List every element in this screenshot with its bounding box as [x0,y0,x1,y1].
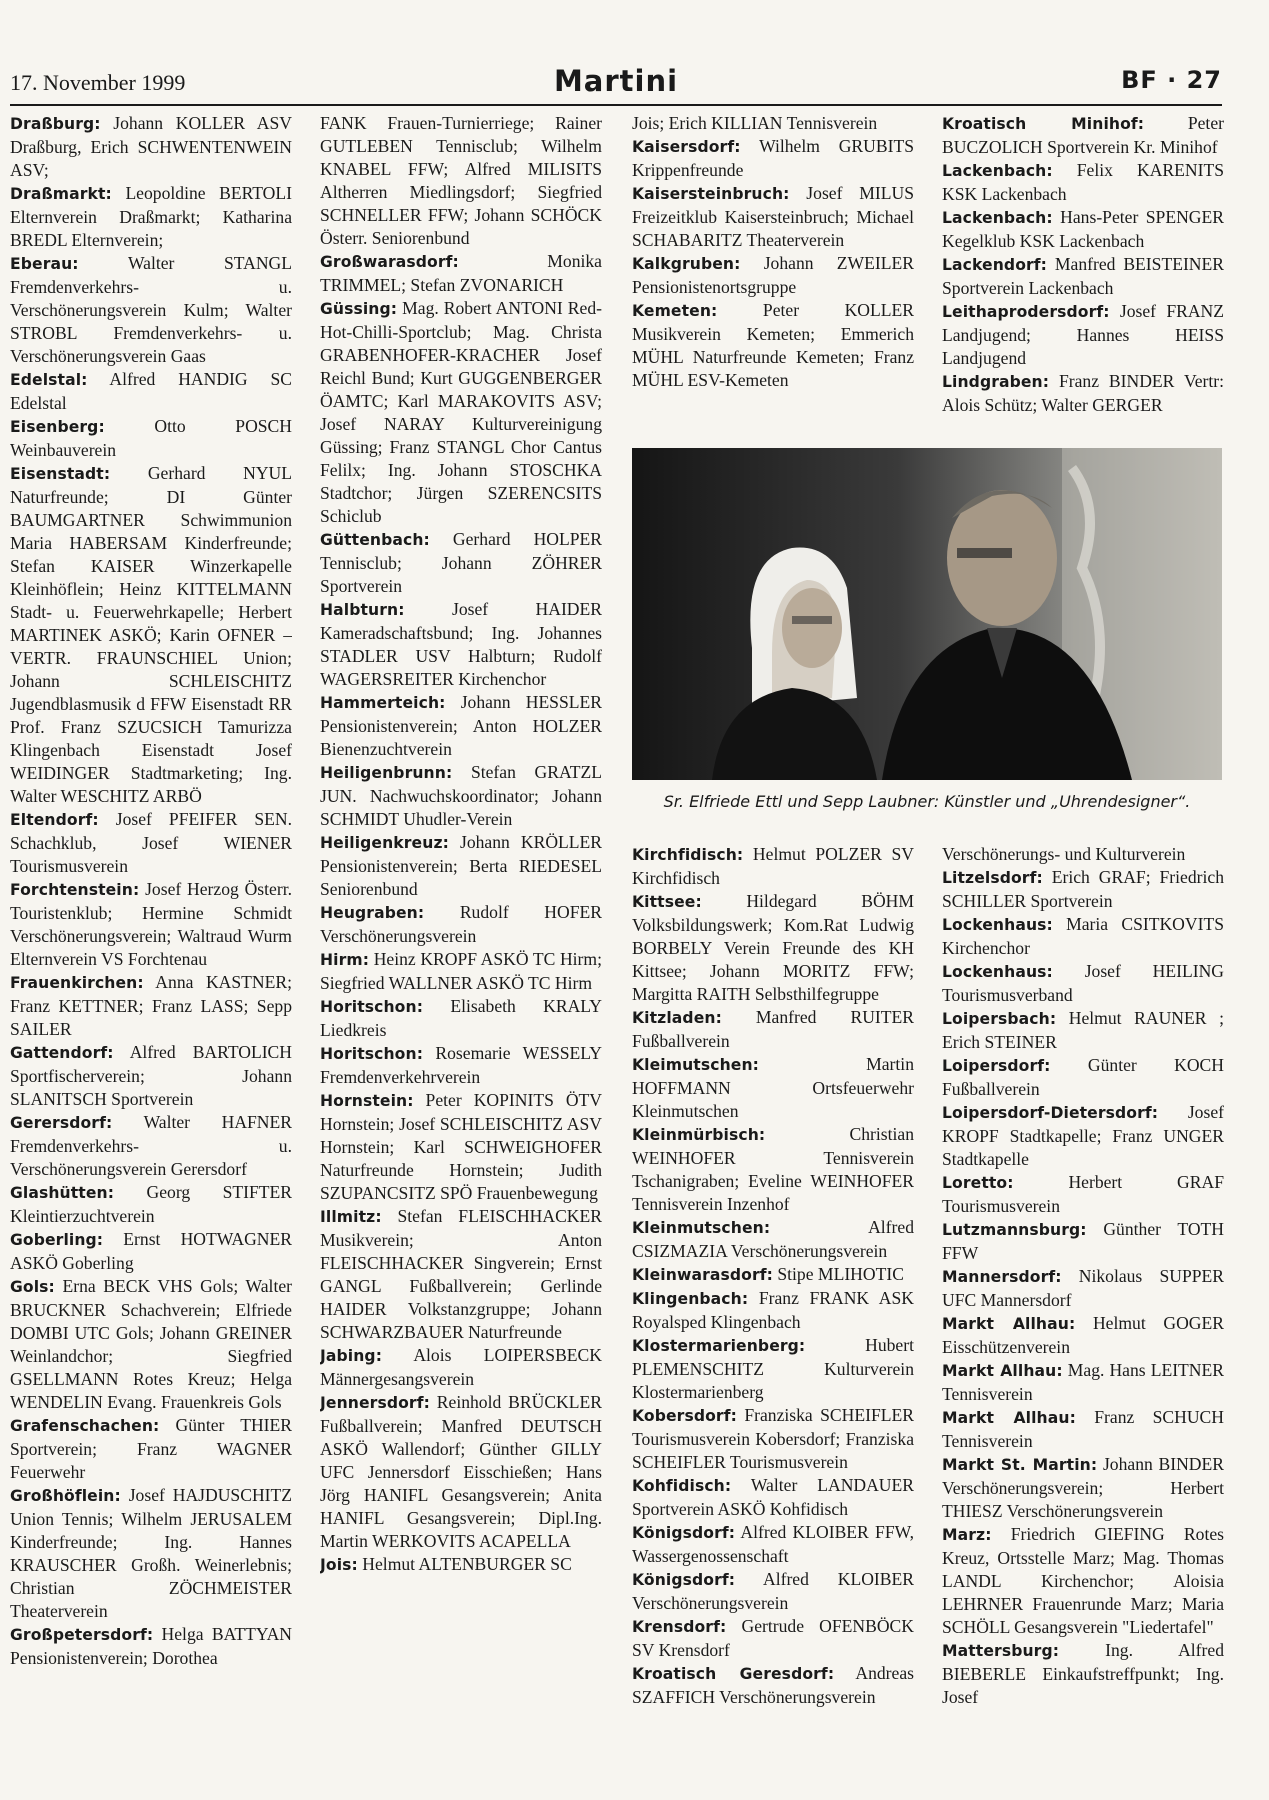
listing-entry [632,1263,914,1287]
listing-entry [942,206,1224,253]
place-name: Großpetersdorf: [10,1626,154,1644]
honoree-list: FANK Frauen-Turnierriege; Rainer GUTLEBEN Tennisclub; Wilhelm KNABEL FFW; Alfred MILISITS Altherren Miedlingsdorf; Siegfried SCHNELLER FFW; Johann SCHÖCK Österr. Seniorenbund [320,113,602,248]
honoree-list: Verschönerungs- und Kulturverein [942,844,1186,864]
place-name: Heugraben: [320,904,425,922]
honoree-list: Alfred HANDIG SC Edelstal [10,369,292,413]
listing-entry [632,1334,914,1404]
listing-entry [10,112,292,182]
place-name: Kirchfidisch: [632,846,744,864]
honoree-list: Manfred RUITER Fußballverein [632,1007,914,1051]
honoree-list: Heinz KROPF ASKÖ TC Hirm; Siegfried WALLNER ASKÖ TC Hirm [320,949,602,993]
place-name: Illmitz: [320,1208,382,1226]
honoree-list: Felix KARENITS KSK Lackenbach [942,160,1224,204]
place-name: Heiligenbrunn: [320,764,453,782]
honoree-list: Josef Herzog Österr. Touristenklub; Hermine Schmidt Verschönerungsverein; Waltraud Wurm Elternverein VS Forchtenau [10,879,292,969]
honoree-list: Andreas SZAFFICH Verschönerungsverein [632,1663,914,1707]
place-name: Markt Allhau: [942,1409,1076,1427]
honoree-list: Mag. Hans LEITNER Tennisverein [942,1360,1224,1404]
listing-entry [10,808,292,878]
place-name: Kemeten: [632,302,718,320]
listing-entry [10,462,292,808]
listing-entry [942,253,1224,300]
listing-entry [10,878,292,971]
place-name: Güssing: [320,300,398,318]
honoree-list: Elisabeth KRALY Liedkreis [320,996,602,1040]
place-name: Lackenbach: [942,209,1053,227]
honoree-list: Franz BINDER Vertr: Alois Schütz; Walter GERGER [942,371,1224,415]
honoree-list: Hubert PLEMENSCHITZ Kulturverein Klostermarienberg [632,1335,914,1402]
place-name: Loipersdorf-Dietersdorf: [942,1104,1159,1122]
listing-entry [942,1523,1224,1639]
place-name: Jennersdorf: [320,1394,430,1412]
place-name: Loipersdorf: [942,1057,1051,1075]
listing-entry [632,1053,914,1123]
place-name: Frauenkirchen: [10,974,144,992]
listing-entry [942,1312,1224,1359]
honoree-list: Stipe MLIHOTIC [772,1264,904,1284]
honoree-list: Josef HAJDUSCHITZ Union Tennis; Wilhelm JERUSALEM Kinderfreunde; Ing. Hannes KRAUSCHER Großh. Weinerlebnis; Christian ZÖCHMEISTER Theaterverein [10,1485,292,1621]
listing-entry [632,1521,914,1568]
place-name: Gerersdorf: [10,1114,113,1132]
listing-entry [320,112,602,250]
place-name: Kalkgruben: [632,255,741,273]
place-name: Kitzladen: [632,1009,722,1027]
place-name: Mannersdorf: [942,1268,1062,1286]
listing-entry [10,1623,292,1670]
place-name: Kobersdorf: [632,1407,737,1425]
honoree-list: Leopoldine BERTOLI Elternverein Draßmarkt; Katharina BREDL Elternverein; [10,183,292,250]
listing-entry [320,528,602,598]
place-name: Lockenhaus: [942,916,1053,934]
place-name: Gols: [10,1278,55,1296]
place-name: Großwarasdorf: [320,253,459,271]
listing-entry [320,1553,602,1577]
place-name: Halbturn: [320,601,405,619]
place-name: Kohfidisch: [632,1477,732,1495]
honoree-list: Rosemarie WESSELY Fremdenverkehrverein [320,1043,602,1087]
listing-entry [10,1041,292,1111]
listing-entry [942,1359,1224,1406]
honoree-list: Alfred KLOIBER FFW, Wassergenossenschaft [632,1522,914,1566]
honoree-list: Franz SCHUCH Tennisverein [942,1407,1224,1451]
listing-entry [632,1615,914,1662]
column-2 [320,112,602,1752]
place-name: Eberau: [10,255,79,273]
listing-entry [10,415,292,462]
listing-entry [320,250,602,297]
honoree-list: Johann KOLLER ASV Draßburg, Erich SCHWENTENWEIN ASV; [10,113,292,180]
honoree-list: Hans-Peter SPENGER Kegelklub KSK Lackenbach [942,207,1224,251]
honoree-list: Walter LANDAUER Sportverein ASKÖ Kohfidisch [632,1475,914,1519]
honoree-list: Herbert GRAF Tourismusverein [942,1172,1224,1216]
place-name: Hornstein: [320,1092,414,1110]
listing-entry [632,843,914,890]
place-name: Kleimutschen: [632,1056,759,1074]
place-name: Markt Allhau: [942,1362,1063,1380]
honoree-list: Erna BECK VHS Gols; Walter BRUCKNER Schachverein; Elfriede DOMBI UTC Gols; Johann GREINER Weinlandchor; Siegfried GSELLMANN Rotes Kreuz; Helga WENDELIN Evang. Frauenkreis Gols [10,1276,292,1412]
listing-entry [942,960,1224,1007]
place-name: Leithaprodersdorf: [942,303,1110,321]
honoree-list: Stefan FLEISCHHACKER Musikverein; Anton FLEISCHHACKER Singverein; Ernst GANGL Fußballverein; Gerlinde HAIDER Volkstanzgruppe; Johann SCHWARZBAUER Naturfreunde [320,1206,602,1342]
listing-entry [632,1568,914,1615]
place-name: Edelstal: [10,371,88,389]
listing-entry [942,1453,1224,1523]
place-name: Güttenbach: [320,531,430,549]
honoree-list: Josef PFEIFER SEN. Schachklub, Josef WIENER Tourismusverein [10,809,292,876]
honoree-list: Peter KOLLER Musikverein Kemeten; Emmerich MÜHL Naturfreunde Kemeten; Franz MÜHL ESV-Kemeten [632,300,914,390]
honoree-list: Manfred BEISTEINER Sportverein Lackenbach [942,254,1224,298]
listing-entry [320,948,602,995]
honoree-list: Friedrich GIEFING Rotes Kreuz, Ortsstelle Marz; Mag. Thomas LANDL Kirchenchor; Aloisia LEHRNER Frauenrunde Marz; Maria SCHÖLL Gesangsverein "Liedertafel" [942,1524,1224,1637]
page-number: BF · 27 [1121,66,1222,94]
place-name: Kittsee: [632,893,702,911]
honoree-list: Josef MILUS Freizeitklub Kaisersteinbruch; Michael SCHABARITZ Theaterverein [632,183,914,250]
listing-entry [942,1639,1224,1709]
listing-entry [10,1228,292,1275]
listing-entry [10,182,292,252]
honoree-list: Ing. Alfred BIEBERLE Einkaufstreffpunkt; Ing. Josef [942,1640,1224,1707]
place-name: Lockenhaus: [942,963,1053,981]
listing-entry [10,1181,292,1228]
newspaper-page [10,0,1222,1800]
place-name: Lutzmannsburg: [942,1221,1087,1239]
column-4-top [942,112,1224,432]
honoree-list: Otto POSCH Weinbauverein [10,416,292,460]
listing-entry [10,1484,292,1623]
place-name: Goberling: [10,1231,104,1249]
honoree-list: Alfred BARTOLICH Sportfischerverein; Johann SLANITSCH Sportverein [10,1042,292,1109]
place-name: Lackendorf: [942,256,1048,274]
honoree-list: Erich GRAF; Friedrich SCHILLER Sportverein [942,867,1224,911]
honoree-list: Günter THIER Sportverein; Franz WAGNER Feuerwehr [10,1415,292,1482]
honoree-list: Rudolf HOFER Verschönerungsverein [320,902,602,946]
place-name: Kleinmutschen: [632,1219,771,1237]
honoree-list: Gerhard HOLPER Tennisclub; Johann ZÖHRER Sportverein [320,529,602,596]
honoree-list: Christian WEINHOFER Tennisverein Tschanigraben; Eveline WEINHOFER Tennisverein Inzenhof [632,1124,914,1214]
honoree-list: Franziska SCHEIFLER Tourismusverein Kobersdorf; Franziska SCHEIFLER Tourismusverein [632,1405,914,1472]
honoree-list: Mag. Robert ANTONI Red-Hot-Chilli-Sportclub; Mag. Christa GRABENHOFER-KRACHER Josef Reichl Bund; Kurt GUGGENBERGER ÖAMTC; Karl MARAKOVITS ASV; Josef NARAY Kulturvereinigung Güssing; Franz STANGL Chor Cantus Felilx; Ing. Johann STOSCHKA Stadtchor; Jürgen SZERENCSITS Schiclub [320,298,602,526]
listing-entry [10,1275,292,1414]
listing-entry [10,1111,292,1181]
place-name: Draßburg: [10,115,101,133]
honoree-list: Stefan GRATZL JUN. Nachwuchskoordinator; Johann SCHMIDT Uhudler-Verein [320,762,602,829]
place-name: Hirm: [320,951,370,969]
column-3-top [632,112,914,432]
listing-entry [632,1404,914,1474]
honoree-list: Günther TOTH FFW [942,1219,1224,1263]
place-name: Marz: [942,1526,992,1544]
place-name: Jois: [320,1556,358,1574]
place-name: Grafenschachen: [10,1417,160,1435]
place-name: Krensdorf: [632,1618,727,1636]
place-name: Draßmarkt: [10,185,112,203]
listing-entry [942,159,1224,206]
listing-entry [320,1089,602,1205]
place-name: Lackenbach: [942,162,1053,180]
listing-entry [320,598,602,691]
listing-entry [942,1265,1224,1312]
listing-entry [942,1406,1224,1453]
honoree-list: Helmut GOGER Eisschützenverein [942,1313,1224,1357]
place-name: Forchtenstein: [10,881,140,899]
honoree-list: Gerhard NYUL Naturfreunde; DI Günter BAUMGARTNER Schwimmunion Maria HABERSAM Kinderfreunde; Stefan KAISER Winzerkapelle Kleinhöflein; Heinz KITTELMANN Stadt- u. Feuerwehrkapelle; Herbert MARTINEK ASKÖ; Karin OFNER – VERTR. FRAUNSCHIEL Union; Johann SCHLEISCHITZ Jugendblasmusik d FFW Eisenstadt RR Prof. Franz SZUCSICH Tamurizza Klingenbach Eisenstadt Josef WEIDINGER Stadtmarketing; Ing. Walter WESCHITZ ARBÖ [10,463,292,806]
place-name: Markt Allhau: [942,1315,1076,1333]
listing-entry [320,995,602,1042]
honoree-list: Franz FRANK ASK Royalsped Klingenbach [632,1288,914,1332]
honoree-list: Josef KROPF Stadtkapelle; Franz UNGER Stadtkapelle [942,1102,1224,1169]
place-name: Loipersbach: [942,1010,1057,1028]
honoree-list: Martin HOFFMANN Ortsfeuerwehr Kleinmutschen [632,1054,914,1121]
listing-entry [632,1662,914,1709]
place-name: Horitschon: [320,998,424,1016]
place-name: Königsdorf: [632,1571,736,1589]
place-name: Klostermarienberg: [632,1337,806,1355]
listing-entry [320,691,602,761]
honoree-list: Johann KRÖLLER Pensionistenverein; Berta RIEDESEL Seniorenbund [320,832,602,899]
place-name: Kroatisch Geresdorf: [632,1665,835,1683]
column-3-bottom [632,843,914,1743]
listing-entry [10,368,292,415]
place-name: Kroatisch Minihof: [942,115,1145,133]
listing-entry [632,1474,914,1521]
photo-image [632,448,1222,780]
honoree-list: Josef HAIDER Kameradschaftsbund; Ing. Johannes STADLER USV Halbturn; Rudolf WAGERSREITER Kirchenchor [320,599,602,689]
honoree-list: Nikolaus SUPPER UFC Mannersdorf [942,1266,1224,1310]
listing-entry [942,866,1224,913]
listing-entry [942,1218,1224,1265]
honoree-list: Georg STIFTER Kleintierzuchtverein [10,1182,292,1226]
place-name: Großhöflein: [10,1487,121,1505]
place-name: Litzelsdorf: [942,869,1043,887]
place-name: Markt St. Martin: [942,1456,1098,1474]
place-name: Heiligenkreuz: [320,834,449,852]
place-name: Gattendorf: [10,1044,114,1062]
place-name: Eisenstadt: [10,465,111,483]
honoree-list: Helmut RAUNER ; Erich STEINER [942,1008,1224,1052]
issue-date: 17. November 1999 [10,70,186,95]
place-name: Kleinmürbisch: [632,1126,766,1144]
listing-entry [942,1101,1224,1171]
honoree-list: Johann ZWEILER Pensionistenortsgruppe [632,253,914,297]
honoree-list: Monika TRIMMEL; Stefan ZVONARICH [320,251,602,295]
place-name: Klingenbach: [632,1290,749,1308]
honoree-list: Helga BATTYAN Pensionistenverein; Dorothea [10,1624,292,1668]
section-title: Martini [553,64,679,98]
listing-entry [632,299,914,392]
honoree-list: Peter BUCZOLICH Sportverein Kr. Minihof [942,113,1224,157]
honoree-list: Ernst HOTWAGNER ASKÖ Goberling [10,1229,292,1273]
place-name: Jabing: [320,1347,383,1365]
honoree-list: Alfred CSIZMAZIA Verschönerungsverein [632,1217,914,1261]
honoree-list: Josef HEILING Tourismusverband [942,961,1224,1005]
listing-entry [320,1205,602,1344]
honoree-list: Anna KASTNER; Franz KETTNER; Franz LASS; Sepp SAILER [10,972,292,1039]
listing-entry [632,1287,914,1334]
listing-entry [632,182,914,252]
place-name: Mattersburg: [942,1642,1060,1660]
listing-entry [320,1344,602,1391]
listing-entry [632,252,914,299]
listing-entry [632,1006,914,1053]
listing-entry [942,1171,1224,1218]
listing-entry [942,1007,1224,1054]
honoree-list: Johann BINDER Verschönerungsverein; Herbert THIESZ Verschönerungsverein [942,1454,1224,1521]
listing-entry [942,913,1224,960]
honoree-list: Helmut ALTENBURGER SC [357,1554,572,1574]
honoree-list: Jois; Erich KILLIAN Tennisverein [632,113,878,133]
honoree-list: Alois LOIPERSBECK Männergesangsverein [320,1345,602,1389]
listing-entry [942,843,1224,866]
column-1 [10,112,292,1752]
listing-entry [10,971,292,1041]
honoree-list: Johann HESSLER Pensionistenverein; Anton HOLZER Bienenzuchtverein [320,692,602,759]
honoree-list: Gertrude OFENBÖCK SV Krensdorf [632,1616,914,1660]
listing-entry [320,297,602,528]
honoree-list: Josef FRANZ Landjugend; Hannes HEISS Landjugend [942,301,1224,368]
honoree-list: Günter KOCH Fußballverein [942,1055,1224,1099]
honoree-list: Reinhold BRÜCKLER Fußballverein; Manfred DEUTSCH ASKÖ Wallendorf; Günther GILLY UFC Jennersdorf Eisschießen; Hans Jörg HANIFL Gesangsverein; Anita HANIFL Gesangsverein; Dipl.Ing. Martin WERKOVITS ACAPELLA [320,1392,602,1551]
listing-entry [632,1216,914,1263]
listing-entry [632,112,914,135]
honoree-list: Walter HAFNER Fremdenverkehrs- u. Verschönerungsverein Gerersdorf [10,1112,292,1179]
honoree-list: Hildegard BÖHM Volksbildungswerk; Kom.Rat Ludwig BORBELY Verein Freunde des KH Kittsee; Johann MORITZ FFW; Margitta RAITH Selbsthilfegruppe [632,891,914,1004]
photo-caption: Sr. Elfriede Ettl und Sepp Laubner: Künstler und „Uhrendesigner“. [663,792,1191,811]
listing-entry [942,1054,1224,1101]
listing-entry [632,890,914,1006]
honoree-list: Alfred KLOIBER Verschönerungsverein [632,1569,914,1613]
place-name: Eisenberg: [10,418,105,436]
listing-entry [320,831,602,901]
listing-entry [320,901,602,948]
place-name: Loretto: [942,1174,1014,1192]
place-name: Horitschon: [320,1045,424,1063]
place-name: Kaisersteinbruch: [632,185,790,203]
listing-entry [320,1391,602,1553]
place-name: Hammerteich: [320,694,446,712]
listing-entry [942,112,1224,159]
place-name: Eltendorf: [10,811,99,829]
listing-entry [320,761,602,831]
honoree-list: Peter KOPINITS ÖTV Hornstein; Josef SCHLEISCHITZ ASV Hornstein; Karl SCHWEIGHOFER Naturfreunde Hornstein; Judith SZUPANCSITZ SPÖ Frauenbewegung [320,1090,602,1203]
column-4-bottom [942,843,1224,1743]
listing-entry [10,252,292,368]
listing-entry [632,1123,914,1216]
page-header [10,64,1222,106]
honoree-list: Helmut POLZER SV Kirchfidisch [632,844,914,888]
honoree-list: Walter STANGL Fremdenverkehrs- u. Verschönerungsverein Kulm; Walter STROBL Fremdenverkehrs- u. Verschönerungsverein Gaas [10,253,292,366]
place-name: Lindgraben: [942,373,1050,391]
place-name: Glashütten: [10,1184,115,1202]
place-name: Kleinwarasdorf: [632,1266,773,1284]
listing-entry [10,1414,292,1484]
listing-entry [942,300,1224,370]
place-name: Kaisersdorf: [632,138,741,156]
photo-nun-and-man [632,448,1222,780]
honoree-list: Wilhelm GRUBITS Krippenfreunde [632,136,914,180]
place-name: Königsdorf: [632,1524,736,1542]
listing-entry [320,1042,602,1089]
listing-entry [632,135,914,182]
listing-entry [942,370,1224,417]
honoree-list: Maria CSITKOVITS Kirchenchor [942,914,1224,958]
